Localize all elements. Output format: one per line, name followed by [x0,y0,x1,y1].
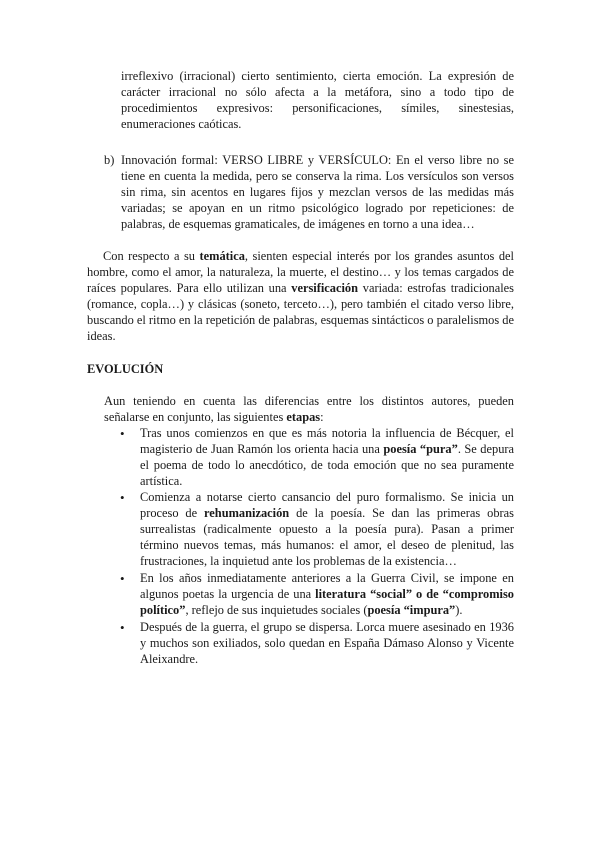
section-heading: EVOLUCIÓN [87,362,164,376]
bullet-icon: • [120,490,125,505]
text-run: variada: estrofas tradicionales (romance, copla…) y clásicas (soneto, terceto…), pero también el citado verso libre, buscando el ritmo en la repetición de palabras, esquemas sintácticos o paralelismos de ideas. [87,281,514,343]
text-run: Aun teniendo en cuenta las diferencias entre los distintos autores, pueden señalarse en conjunto, las siguientes [104,394,514,424]
text-run: Tras unos comienzos en que es más notoria la influencia de Bécquer, el magisterio de Juan Ramón los orienta hacia una [140,426,514,456]
text-run: Con respecto a su [103,249,200,263]
text-run: : [320,410,324,424]
list-item-b: Innovación formal: VERSO LIBRE y VERSÍCULO: En el verso libre no se tiene en cuenta la medida, pero se conserva la rima. Los versículos son versos sin rima, sin acentos en lugares fijos y mezclan versos de las medidas más variadas; se apoyan en un ritmo psicológico logrado por repeticiones: de palabras, de esquemas gramaticales, de imágenes en torno a una idea… [121,153,514,231]
text-run: , reflejo de sus inquietudes sociales ( [185,603,368,617]
continued-paragraph: irreflexivo (irracional) cierto sentimiento, cierta emoción. La expresión de carácter irracional no sólo afecta a la metáfora, sino a todo tipo de procedimientos expresivos: personificaciones, símiles, sinestesias, enumeraciones caóticas. [121,69,514,131]
list-item [140,425,514,489]
text-run: Comienza a notarse cierto cansancio del puro formalismo. Se inicia un proceso de [140,490,514,520]
text-run: En los años inmediatamente anteriores a la Guerra Civil, se impone en algunos poetas la urgencia de una [140,571,514,601]
tematica-paragraph [87,248,514,344]
text-run: , sienten especial interés por los grandes asuntos del hombre, como el amor, la naturaleza, la muerte, el destino… y los temas cargados de raíces populares. Para ello utilizan una [87,249,514,295]
list-item [140,489,514,569]
bullet-icon: • [120,571,125,586]
bold-term: poesía “impura” [367,603,456,617]
text-run: ). [455,603,463,617]
bullet-icon: • [120,620,125,635]
bold-term-etapas: etapas [286,410,321,424]
bold-term: literatura “social” o de “compromiso político” [140,587,514,617]
bold-term: poesía “pura” [383,442,458,456]
bullet-icon: • [120,426,125,441]
text-run: de la poesía. Se dan las primeras obras surrealistas (radicalmente opuesto a la poesía pura). Pasan a primer término nuevos temas, más humanos: el amor, el deseo de plenitud, las frustraciones, la inquietud ante los problemas de la existencia… [140,506,514,568]
bold-term-versificacion: versificación [291,281,359,295]
text-run: . Se depura el poema de todo lo anecdótico, de toda emoción que no sea puramente artística. [140,442,515,488]
bold-term-tematica: temática [199,249,245,263]
bold-term: rehumanización [204,506,290,520]
list-marker-b: b) [104,153,115,167]
list-item [140,619,514,667]
text-run: Después de la guerra, el grupo se dispersa. Lorca muere asesinado en 1936 y muchos son exiliados, solo quedan en España Dámaso Alonso y Vicente Aleixandre. [140,620,514,666]
intro-paragraph [104,393,514,425]
list-item [140,570,514,618]
